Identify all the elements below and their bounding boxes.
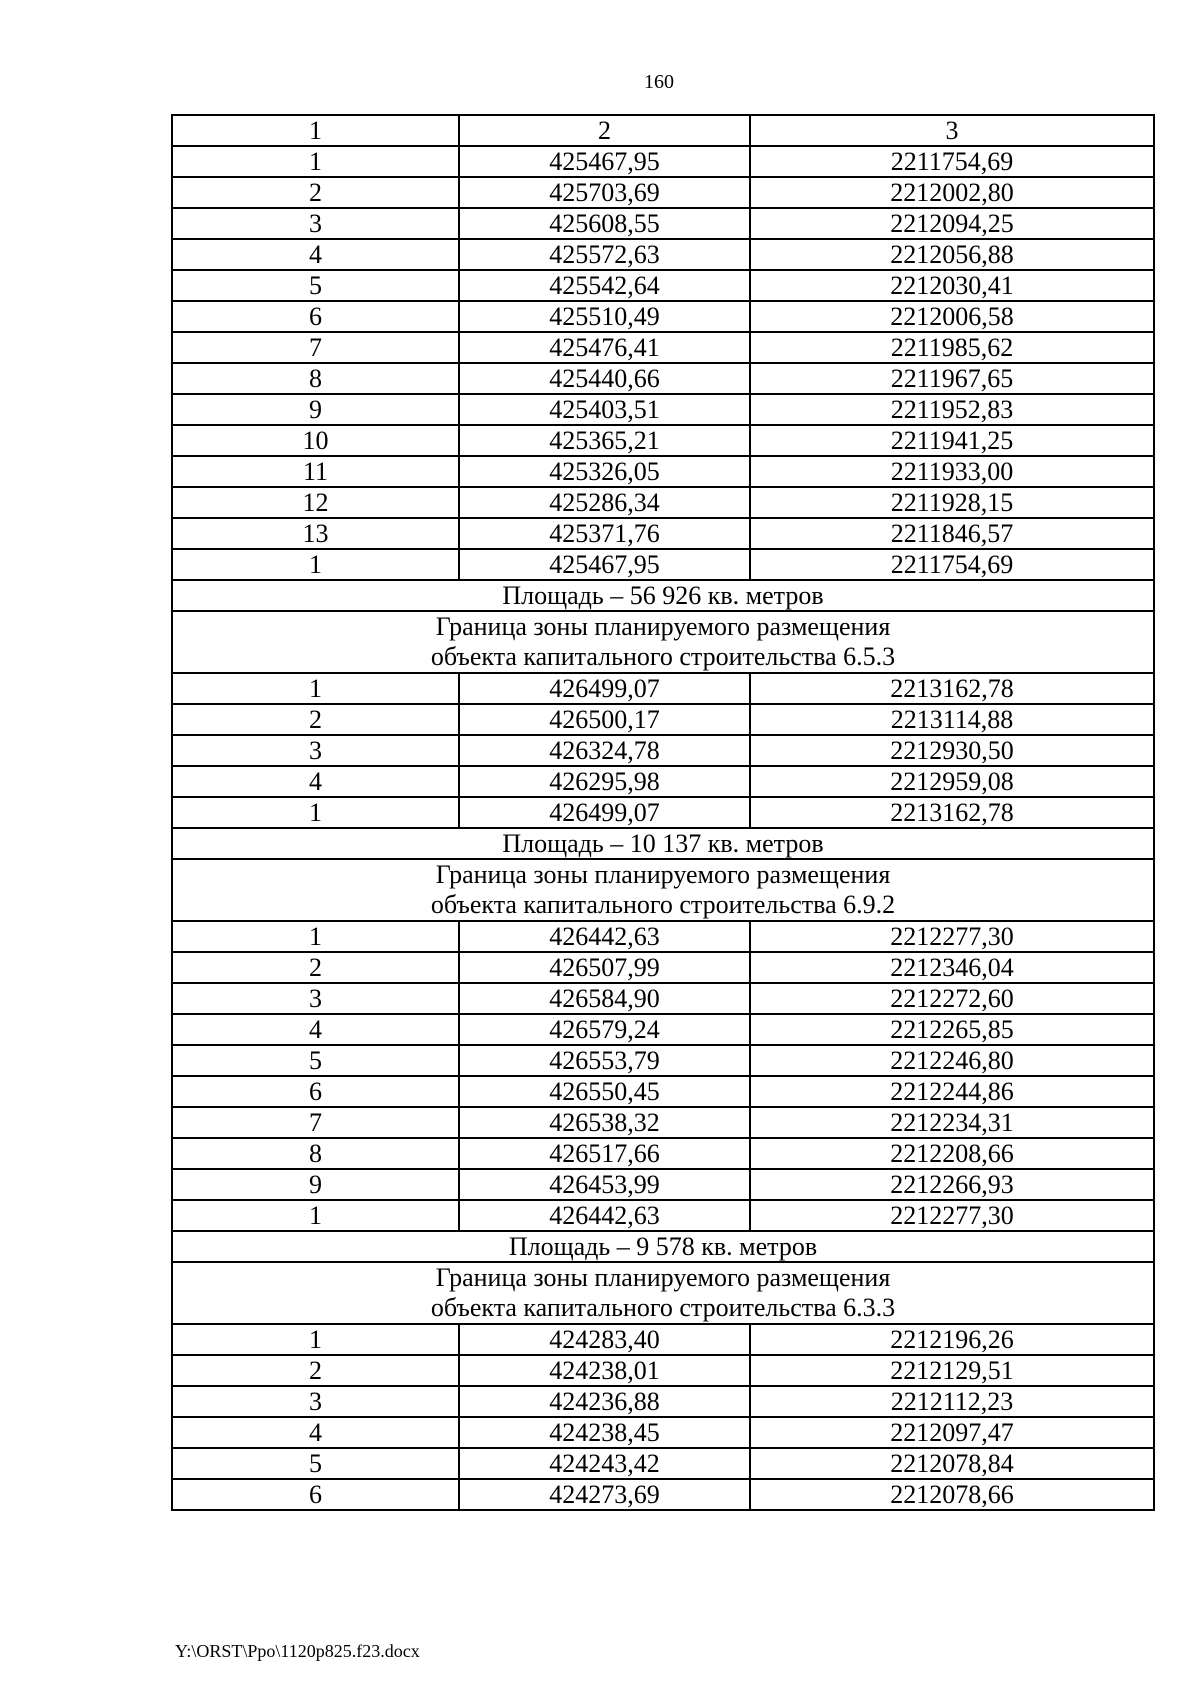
section-caption-line: Граница зоны планируемого размещения [435,612,891,641]
table-row [172,1014,1154,1045]
point-number-cell: 1 [172,1324,459,1355]
point-number-cell: 1 [172,797,459,828]
x-coordinate-cell: 426579,24 [459,1014,750,1045]
y-coordinate-cell: 2211928,15 [750,487,1154,518]
y-coordinate-cell: 2213162,78 [750,797,1154,828]
point-number-cell: 5 [172,1045,459,1076]
point-number-cell: 4 [172,766,459,797]
section-caption-line: объекта капитального строительства 6.3.3 [430,1293,896,1322]
point-number-cell: 4 [172,1014,459,1045]
x-coordinate-cell: 425467,95 [459,549,750,580]
point-number-cell: 6 [172,1479,459,1510]
table-row [172,146,1154,177]
coordinates-table [171,114,1155,1511]
table-row [172,1045,1154,1076]
y-coordinate-cell: 2212208,66 [750,1138,1154,1169]
x-coordinate-cell: 426550,45 [459,1076,750,1107]
y-coordinate-cell: 2212244,86 [750,1076,1154,1107]
header-cell-x: 2 [459,115,750,146]
table-row [172,1386,1154,1417]
table-row [172,177,1154,208]
x-coordinate-cell: 426324,78 [459,735,750,766]
y-coordinate-cell: 2211846,57 [750,518,1154,549]
table-row [172,487,1154,518]
y-coordinate-cell: 2211985,62 [750,332,1154,363]
y-coordinate-cell: 2212112,23 [750,1386,1154,1417]
point-number-cell: 9 [172,394,459,425]
table-row [172,704,1154,735]
section-caption [172,1262,1154,1324]
point-number-cell: 9 [172,1169,459,1200]
section-caption [172,859,1154,921]
table-row [172,549,1154,580]
area-cell: Площадь – 10 137 кв. метров [172,828,1154,859]
y-coordinate-cell: 2212277,30 [750,921,1154,952]
point-number-cell: 1 [172,921,459,952]
table-row [172,425,1154,456]
x-coordinate-cell: 426538,32 [459,1107,750,1138]
section-caption-row [172,859,1154,921]
x-coordinate-cell: 426517,66 [459,1138,750,1169]
table-row [172,270,1154,301]
section-caption-row [172,611,1154,673]
table-row [172,1324,1154,1355]
x-coordinate-cell: 425542,64 [459,270,750,301]
table-row [172,766,1154,797]
document-file-path: Y:\ORST\Ppo\1120p825.f23.docx [175,1641,420,1661]
point-number-cell: 3 [172,1386,459,1417]
y-coordinate-cell: 2212346,04 [750,952,1154,983]
table-row [172,1076,1154,1107]
table-row [172,518,1154,549]
x-coordinate-cell: 424283,40 [459,1324,750,1355]
x-coordinate-cell: 425703,69 [459,177,750,208]
y-coordinate-cell: 2212246,80 [750,1045,1154,1076]
x-coordinate-cell: 426553,79 [459,1045,750,1076]
point-number-cell: 4 [172,1417,459,1448]
x-coordinate-cell: 426499,07 [459,673,750,704]
x-coordinate-cell: 424273,69 [459,1479,750,1510]
section-caption-line: Граница зоны планируемого размещения [435,860,891,889]
point-number-cell: 3 [172,983,459,1014]
table-row [172,735,1154,766]
y-coordinate-cell: 2212078,66 [750,1479,1154,1510]
x-coordinate-cell: 424243,42 [459,1448,750,1479]
table-row [172,1107,1154,1138]
y-coordinate-cell: 2211933,00 [750,456,1154,487]
header-cell-point: 1 [172,115,459,146]
table-row [172,1200,1154,1231]
table-row [172,797,1154,828]
y-coordinate-cell: 2212094,25 [750,208,1154,239]
y-coordinate-cell: 2212959,08 [750,766,1154,797]
table-row [172,1448,1154,1479]
table-row [172,332,1154,363]
point-number-cell: 2 [172,177,459,208]
y-coordinate-cell: 2211754,69 [750,146,1154,177]
y-coordinate-cell: 2212030,41 [750,270,1154,301]
x-coordinate-cell: 426584,90 [459,983,750,1014]
y-coordinate-cell: 2212002,80 [750,177,1154,208]
y-coordinate-cell: 2212234,31 [750,1107,1154,1138]
x-coordinate-cell: 426499,07 [459,797,750,828]
table-row [172,208,1154,239]
point-number-cell: 8 [172,1138,459,1169]
point-number-cell: 2 [172,952,459,983]
table-row [172,952,1154,983]
area-cell: Площадь – 9 578 кв. метров [172,1231,1154,1262]
table-row [172,456,1154,487]
table-row [172,1417,1154,1448]
coordinates-table-body [172,115,1154,1510]
x-coordinate-cell: 425371,76 [459,518,750,549]
page-number: 160 [644,71,674,93]
x-coordinate-cell: 425608,55 [459,208,750,239]
point-number-cell: 7 [172,1107,459,1138]
x-coordinate-cell: 425467,95 [459,146,750,177]
section-caption-row [172,1262,1154,1324]
y-coordinate-cell: 2212272,60 [750,983,1154,1014]
y-coordinate-cell: 2212196,26 [750,1324,1154,1355]
x-coordinate-cell: 424238,45 [459,1417,750,1448]
table-row [172,1138,1154,1169]
point-number-cell: 5 [172,270,459,301]
section-caption-line: объекта капитального строительства 6.9.2 [430,890,896,919]
x-coordinate-cell: 425510,49 [459,301,750,332]
y-coordinate-cell: 2212078,84 [750,1448,1154,1479]
x-coordinate-cell: 425286,34 [459,487,750,518]
point-number-cell: 3 [172,208,459,239]
y-coordinate-cell: 2213114,88 [750,704,1154,735]
x-coordinate-cell: 426507,99 [459,952,750,983]
point-number-cell: 1 [172,1200,459,1231]
x-coordinate-cell: 425572,63 [459,239,750,270]
y-coordinate-cell: 2211967,65 [750,363,1154,394]
table-row [172,1169,1154,1200]
point-number-cell: 4 [172,239,459,270]
y-coordinate-cell: 2212056,88 [750,239,1154,270]
x-coordinate-cell: 425365,21 [459,425,750,456]
y-coordinate-cell: 2211952,83 [750,394,1154,425]
y-coordinate-cell: 2212006,58 [750,301,1154,332]
table-header-row [172,115,1154,146]
x-coordinate-cell: 426295,98 [459,766,750,797]
y-coordinate-cell: 2212930,50 [750,735,1154,766]
point-number-cell: 10 [172,425,459,456]
point-number-cell: 7 [172,332,459,363]
table-row [172,673,1154,704]
x-coordinate-cell: 425326,05 [459,456,750,487]
y-coordinate-cell: 2212266,93 [750,1169,1154,1200]
x-coordinate-cell: 426500,17 [459,704,750,735]
x-coordinate-cell: 425403,51 [459,394,750,425]
point-number-cell: 8 [172,363,459,394]
table-row [172,1355,1154,1386]
point-number-cell: 6 [172,1076,459,1107]
y-coordinate-cell: 2213162,78 [750,673,1154,704]
y-coordinate-cell: 2211754,69 [750,549,1154,580]
point-number-cell: 13 [172,518,459,549]
x-coordinate-cell: 425476,41 [459,332,750,363]
point-number-cell: 5 [172,1448,459,1479]
table-row [172,921,1154,952]
point-number-cell: 1 [172,549,459,580]
point-number-cell: 12 [172,487,459,518]
x-coordinate-cell: 425440,66 [459,363,750,394]
point-number-cell: 1 [172,673,459,704]
table-row [172,239,1154,270]
table-row [172,301,1154,332]
area-row [172,828,1154,859]
x-coordinate-cell: 424236,88 [459,1386,750,1417]
x-coordinate-cell: 426442,63 [459,921,750,952]
section-caption-line: Граница зоны планируемого размещения [435,1263,891,1292]
y-coordinate-cell: 2212265,85 [750,1014,1154,1045]
area-row [172,580,1154,611]
point-number-cell: 11 [172,456,459,487]
y-coordinate-cell: 2212097,47 [750,1417,1154,1448]
point-number-cell: 6 [172,301,459,332]
area-row [172,1231,1154,1262]
table-row [172,394,1154,425]
point-number-cell: 2 [172,1355,459,1386]
point-number-cell: 2 [172,704,459,735]
x-coordinate-cell: 426453,99 [459,1169,750,1200]
x-coordinate-cell: 424238,01 [459,1355,750,1386]
section-caption-line: объекта капитального строительства 6.5.3 [430,642,896,671]
section-caption [172,611,1154,673]
table-row [172,363,1154,394]
y-coordinate-cell: 2212129,51 [750,1355,1154,1386]
table-row [172,983,1154,1014]
table-row [172,1479,1154,1510]
header-cell-y: 3 [750,115,1154,146]
point-number-cell: 1 [172,146,459,177]
x-coordinate-cell: 426442,63 [459,1200,750,1231]
y-coordinate-cell: 2211941,25 [750,425,1154,456]
point-number-cell: 3 [172,735,459,766]
area-cell: Площадь – 56 926 кв. метров [172,580,1154,611]
y-coordinate-cell: 2212277,30 [750,1200,1154,1231]
